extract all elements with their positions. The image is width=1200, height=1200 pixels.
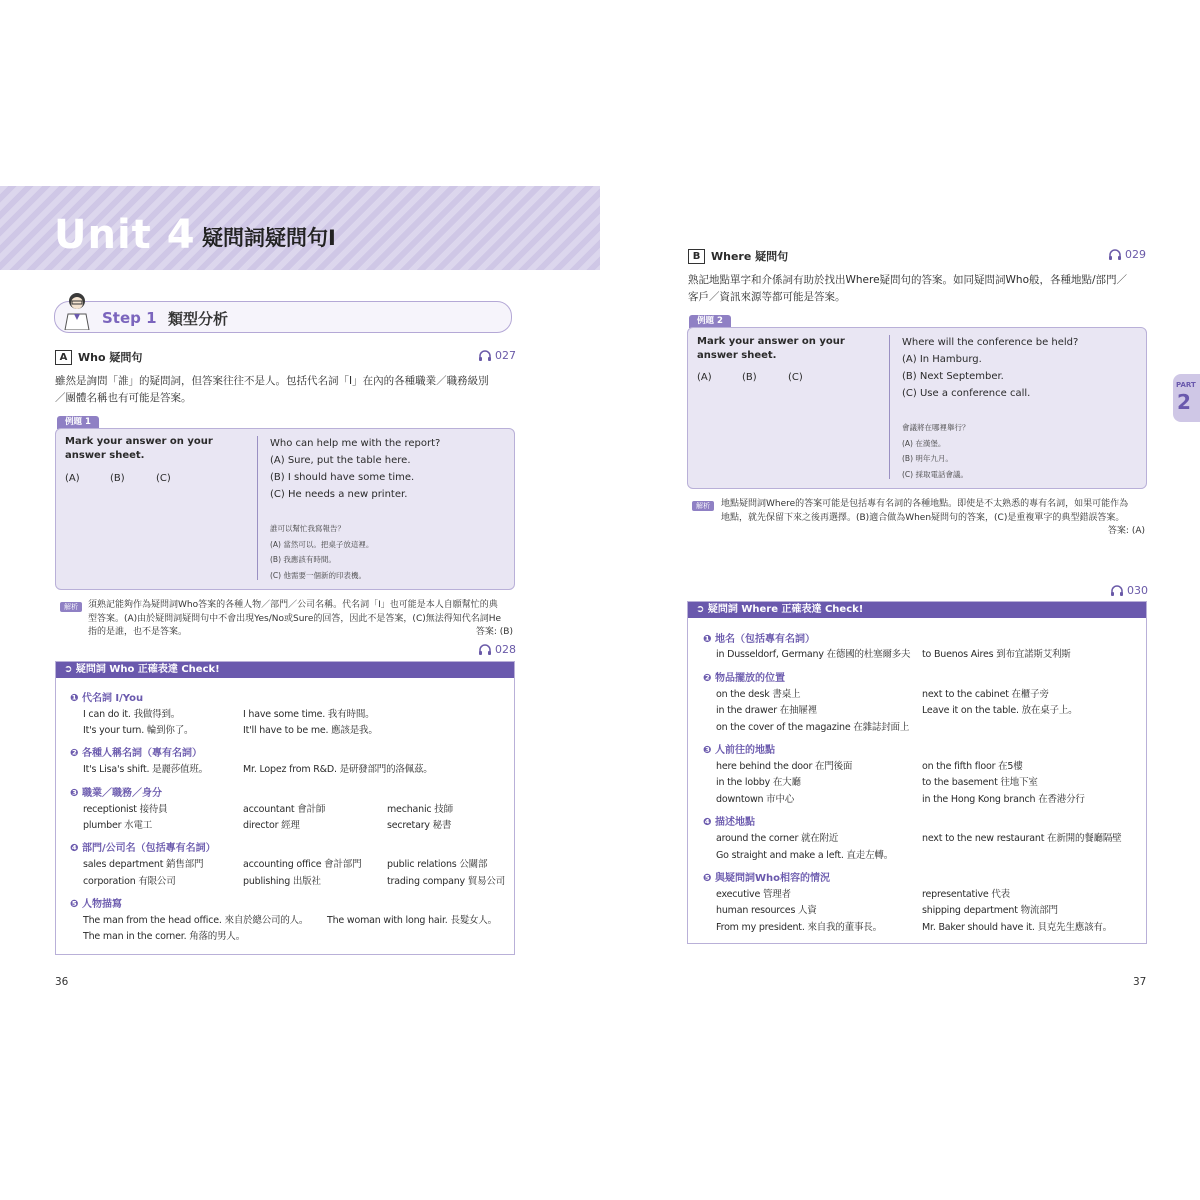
phrase-item: in the Hong Kong branch 在香港分行: [922, 794, 1085, 805]
section-letter: A: [55, 350, 72, 365]
who-category-1: ❶ 代名詞 I/You: [70, 693, 144, 704]
audio-track-027[interactable]: [478, 349, 516, 362]
phrase-item: It's Lisa's shift. 是麗莎值班。: [83, 764, 208, 775]
phrase-item: sales department 銷售部門: [83, 859, 204, 870]
instruction-line: answer sheet.: [65, 450, 145, 461]
phrase-item: public relations 公關部: [387, 859, 488, 870]
section-a-intro: [55, 373, 515, 407]
phrase-item: I have some time. 我有時間。: [243, 709, 375, 720]
section-title: Who 疑問句: [78, 351, 143, 364]
where-category-4: ❹ 描述地點: [703, 817, 755, 828]
phrase-item: plumber 水電工: [83, 820, 153, 831]
step-label: Step 1: [102, 309, 157, 327]
unit-label: Unit 4: [54, 212, 196, 258]
phrase-item: It'll have to be me. 應該是我。: [243, 725, 378, 736]
who-category-5: ❺ 人物描寫: [70, 899, 122, 910]
phrase-item: mechanic 技師: [387, 804, 453, 815]
example-1-instruction: [65, 435, 213, 463]
section-a-header: [55, 349, 142, 365]
phrase-item: in the lobby 在大廳: [716, 777, 801, 788]
where-category-3: ❸ 人前往的地點: [703, 745, 775, 756]
phrase-item: Go straight and make a left. 直走左轉。: [716, 850, 893, 861]
option-b: (B) Next September.: [902, 371, 1004, 382]
who-check-header: [56, 662, 514, 678]
phrase-item: Mr. Lopez from R&D. 是研發部門的洛佩茲。: [243, 764, 433, 775]
where-check-title: 疑問詞 Where 正確表達 Check!: [707, 604, 864, 615]
translation-line: (C) 採取電話會議。: [902, 469, 968, 479]
answer-choice-c[interactable]: (C): [156, 473, 171, 484]
explanation-line: 地點，就先保留下來之後再選擇。(B)適合做為When疑問句的答案，(C)是重複單字的典型錯誤答案。: [721, 512, 1125, 523]
audio-track-number: 030: [1127, 584, 1148, 597]
phrase-item: The woman with long hair. 長髮女人。: [327, 915, 497, 926]
phrase-item: secretary 秘書: [387, 820, 452, 831]
phrase-item: publishing 出版社: [243, 876, 321, 887]
audio-track-number: 028: [495, 643, 516, 656]
where-check-header: [688, 602, 1146, 618]
example-2-tab: 例題 2: [689, 315, 731, 328]
phrase-item: Leave it on the table. 放在桌子上。: [922, 705, 1078, 716]
translation-line: (B) 我應該有時間。: [270, 555, 336, 564]
phrase-item: in Dusseldorf, Germany 在德國的杜塞爾多夫: [716, 649, 911, 660]
example-1-divider: [257, 436, 258, 580]
translation-line: (C) 他需要一個新的印表機。: [270, 570, 366, 580]
phrase-item: The man from the head office. 來自於總公司的人。: [83, 915, 309, 926]
arrow-circle-icon: ➲: [696, 604, 708, 615]
example-1-translation: [270, 521, 373, 583]
phrase-item: downtown 市中心: [716, 794, 795, 805]
phrase-item: director 經理: [243, 820, 300, 831]
explanation-line: 指的是誰，也不是答案。: [88, 627, 188, 637]
translation-line: 會議將在哪裡舉行？: [902, 423, 970, 432]
who-category-4: ❹ 部門/公司名（包括專有名詞）: [70, 843, 216, 854]
answer-key-1: 答案: (B): [475, 627, 513, 637]
phrase-item: on the desk 書桌上: [716, 689, 801, 700]
translation-line: (B) 明年九月。: [902, 454, 953, 463]
phrase-item: The man in the corner. 角落的男人。: [83, 931, 246, 942]
example-2-translation: [902, 420, 970, 482]
audio-track-030[interactable]: [1110, 584, 1148, 597]
answer-choice-b[interactable]: (B): [742, 372, 757, 383]
intro-line: 雖然是詢問「誰」的疑問詞，但答案往往不是人。包括代名詞「I」在內的各種職業／職務級別: [55, 375, 489, 387]
section-b-header: [688, 248, 788, 264]
where-category-5: ❺ 與疑問詞Who相容的情況: [703, 873, 830, 884]
section-b-intro: [688, 272, 1148, 306]
example-2-question: [902, 334, 1078, 402]
phrase-item: human resources 人資: [716, 905, 817, 916]
phrase-item: around the corner 就在附近: [716, 833, 839, 844]
section-letter: B: [688, 249, 705, 264]
explanation-1: [88, 599, 513, 640]
phrase-item: executive 管理者: [716, 889, 791, 900]
audio-track-029[interactable]: [1108, 248, 1146, 261]
who-check-title: 疑問詞 Who 正確表達 Check!: [75, 664, 220, 675]
where-category-1: ❶ 地名（包括專有名詞）: [703, 634, 815, 645]
answer-choice-b[interactable]: (B): [110, 473, 125, 484]
headphones-icon: [1110, 585, 1124, 597]
phrase-item: It's your turn. 輪到你了。: [83, 725, 194, 736]
who-category-2: ❷ 各種人稱名詞（專有名詞）: [70, 748, 202, 759]
phrase-item: representative 代表: [922, 889, 1010, 900]
explanation-line: 地點疑問詞Where的答案可能是包括專有名詞的各種地點。即使是不太熟悉的專有名詞，如果可能作為: [721, 499, 1129, 509]
arrow-circle-icon: ➲: [64, 664, 76, 675]
explanation-line: 須熟記能夠作為疑問詞Who答案的各種人物／部門／公司名稱。代名詞「I」也可能是本人自願幫忙的典: [88, 600, 498, 610]
phrase-item: to the basement 往地下室: [922, 777, 1038, 788]
answer-choice-a[interactable]: (A): [65, 473, 80, 484]
step-title: 類型分析: [168, 310, 229, 328]
intro-line: ／團體名稱也有可能是答案。: [55, 392, 192, 404]
explanation-2: [721, 498, 1146, 525]
option-a: (A) In Hamburg.: [902, 354, 982, 365]
audio-track-number: 029: [1125, 248, 1146, 261]
question-text: Where will the conference be held?: [902, 337, 1079, 348]
instruction-line: Mark your answer on your: [65, 436, 213, 447]
phrase-item: in the drawer 在抽屜裡: [716, 705, 817, 716]
example-1-question: [270, 435, 440, 503]
headphones-icon: [478, 644, 492, 656]
translation-line: (A) 在漢堡。: [902, 438, 946, 448]
phrase-item: next to the new restaurant 在新開的餐廳隔壁: [922, 833, 1122, 844]
intro-line: 熟記地點單字和介係詞有助於找出Where疑問句的答案。如同疑問詞Who般，各種地點/部門／: [688, 274, 1128, 286]
phrase-item: here behind the door 在門後面: [716, 761, 853, 772]
teacher-avatar-icon: [60, 290, 94, 330]
phrase-item: on the cover of the magazine 在雜誌封面上: [716, 722, 910, 733]
where-category-2: ❷ 物品擺放的位置: [703, 673, 785, 684]
phrase-item: to Buenos Aires 到布宜諾斯艾利斯: [922, 649, 1071, 660]
part-label: PART: [1176, 381, 1196, 389]
instruction-line: answer sheet.: [697, 350, 777, 361]
page-number-left: 36: [55, 976, 69, 988]
instruction-line: Mark your answer on your: [697, 336, 845, 347]
answer-choice-a[interactable]: (A): [697, 372, 712, 383]
phrase-item: shipping department 物流部門: [922, 905, 1058, 916]
example-1-tab: 例題 1: [57, 416, 99, 429]
audio-track-028[interactable]: [478, 643, 516, 656]
option-a: (A) Sure, put the table here.: [270, 455, 411, 466]
phrase-item: accounting office 會計部門: [243, 859, 362, 870]
option-c: (C) He needs a new printer.: [270, 489, 408, 500]
who-category-3: ❸ 職業／職務／身分: [70, 788, 162, 799]
example-2-instruction: [697, 335, 845, 363]
option-c: (C) Use a conference call.: [902, 388, 1031, 399]
phrase-item: next to the cabinet 在櫃子旁: [922, 689, 1049, 700]
translation-line: 誰可以幫忙我寫報告？: [270, 524, 345, 533]
phrase-item: Mr. Baker should have it. 貝克先生應該有。: [922, 922, 1112, 933]
explanation-tag: 解析: [60, 602, 82, 612]
phrase-item: accountant 會計師: [243, 804, 326, 815]
headphones-icon: [478, 350, 492, 362]
example-2-divider: [889, 335, 890, 479]
explanation-line: 型答案。(A)由於疑問詞疑問句中不會出現Yes/No或Sure的回答，因此不是答案，(C)無法得知代名詞He: [88, 613, 502, 624]
phrase-item: on the fifth floor 在5樓: [922, 761, 1023, 772]
phrase-item: trading company 貿易公司: [387, 876, 505, 887]
phrase-item: corporation 有限公司: [83, 876, 176, 887]
answer-key-2: 答案: (A): [1107, 526, 1145, 536]
question-text: Who can help me with the report?: [270, 438, 441, 449]
explanation-tag: 解析: [692, 501, 714, 511]
headphones-icon: [1108, 249, 1122, 261]
translation-line: (A) 當然可以。把桌子放這裡。: [270, 539, 374, 549]
phrase-item: I can do it. 我做得到。: [83, 709, 181, 720]
part-number: 2: [1177, 390, 1191, 414]
page-number-right: 37: [1133, 976, 1147, 988]
section-title: Where 疑問句: [711, 250, 789, 263]
option-b: (B) I should have some time.: [270, 472, 415, 483]
audio-track-number: 027: [495, 349, 516, 362]
answer-choice-c[interactable]: (C): [788, 372, 803, 383]
phrase-item: From my president. 來自我的董事長。: [716, 922, 882, 933]
phrase-item: receptionist 接待員: [83, 804, 168, 815]
intro-line: 客戶／資訊來源等都可能是答案。: [688, 291, 846, 303]
unit-title: 疑問詞疑問句I: [202, 226, 336, 250]
